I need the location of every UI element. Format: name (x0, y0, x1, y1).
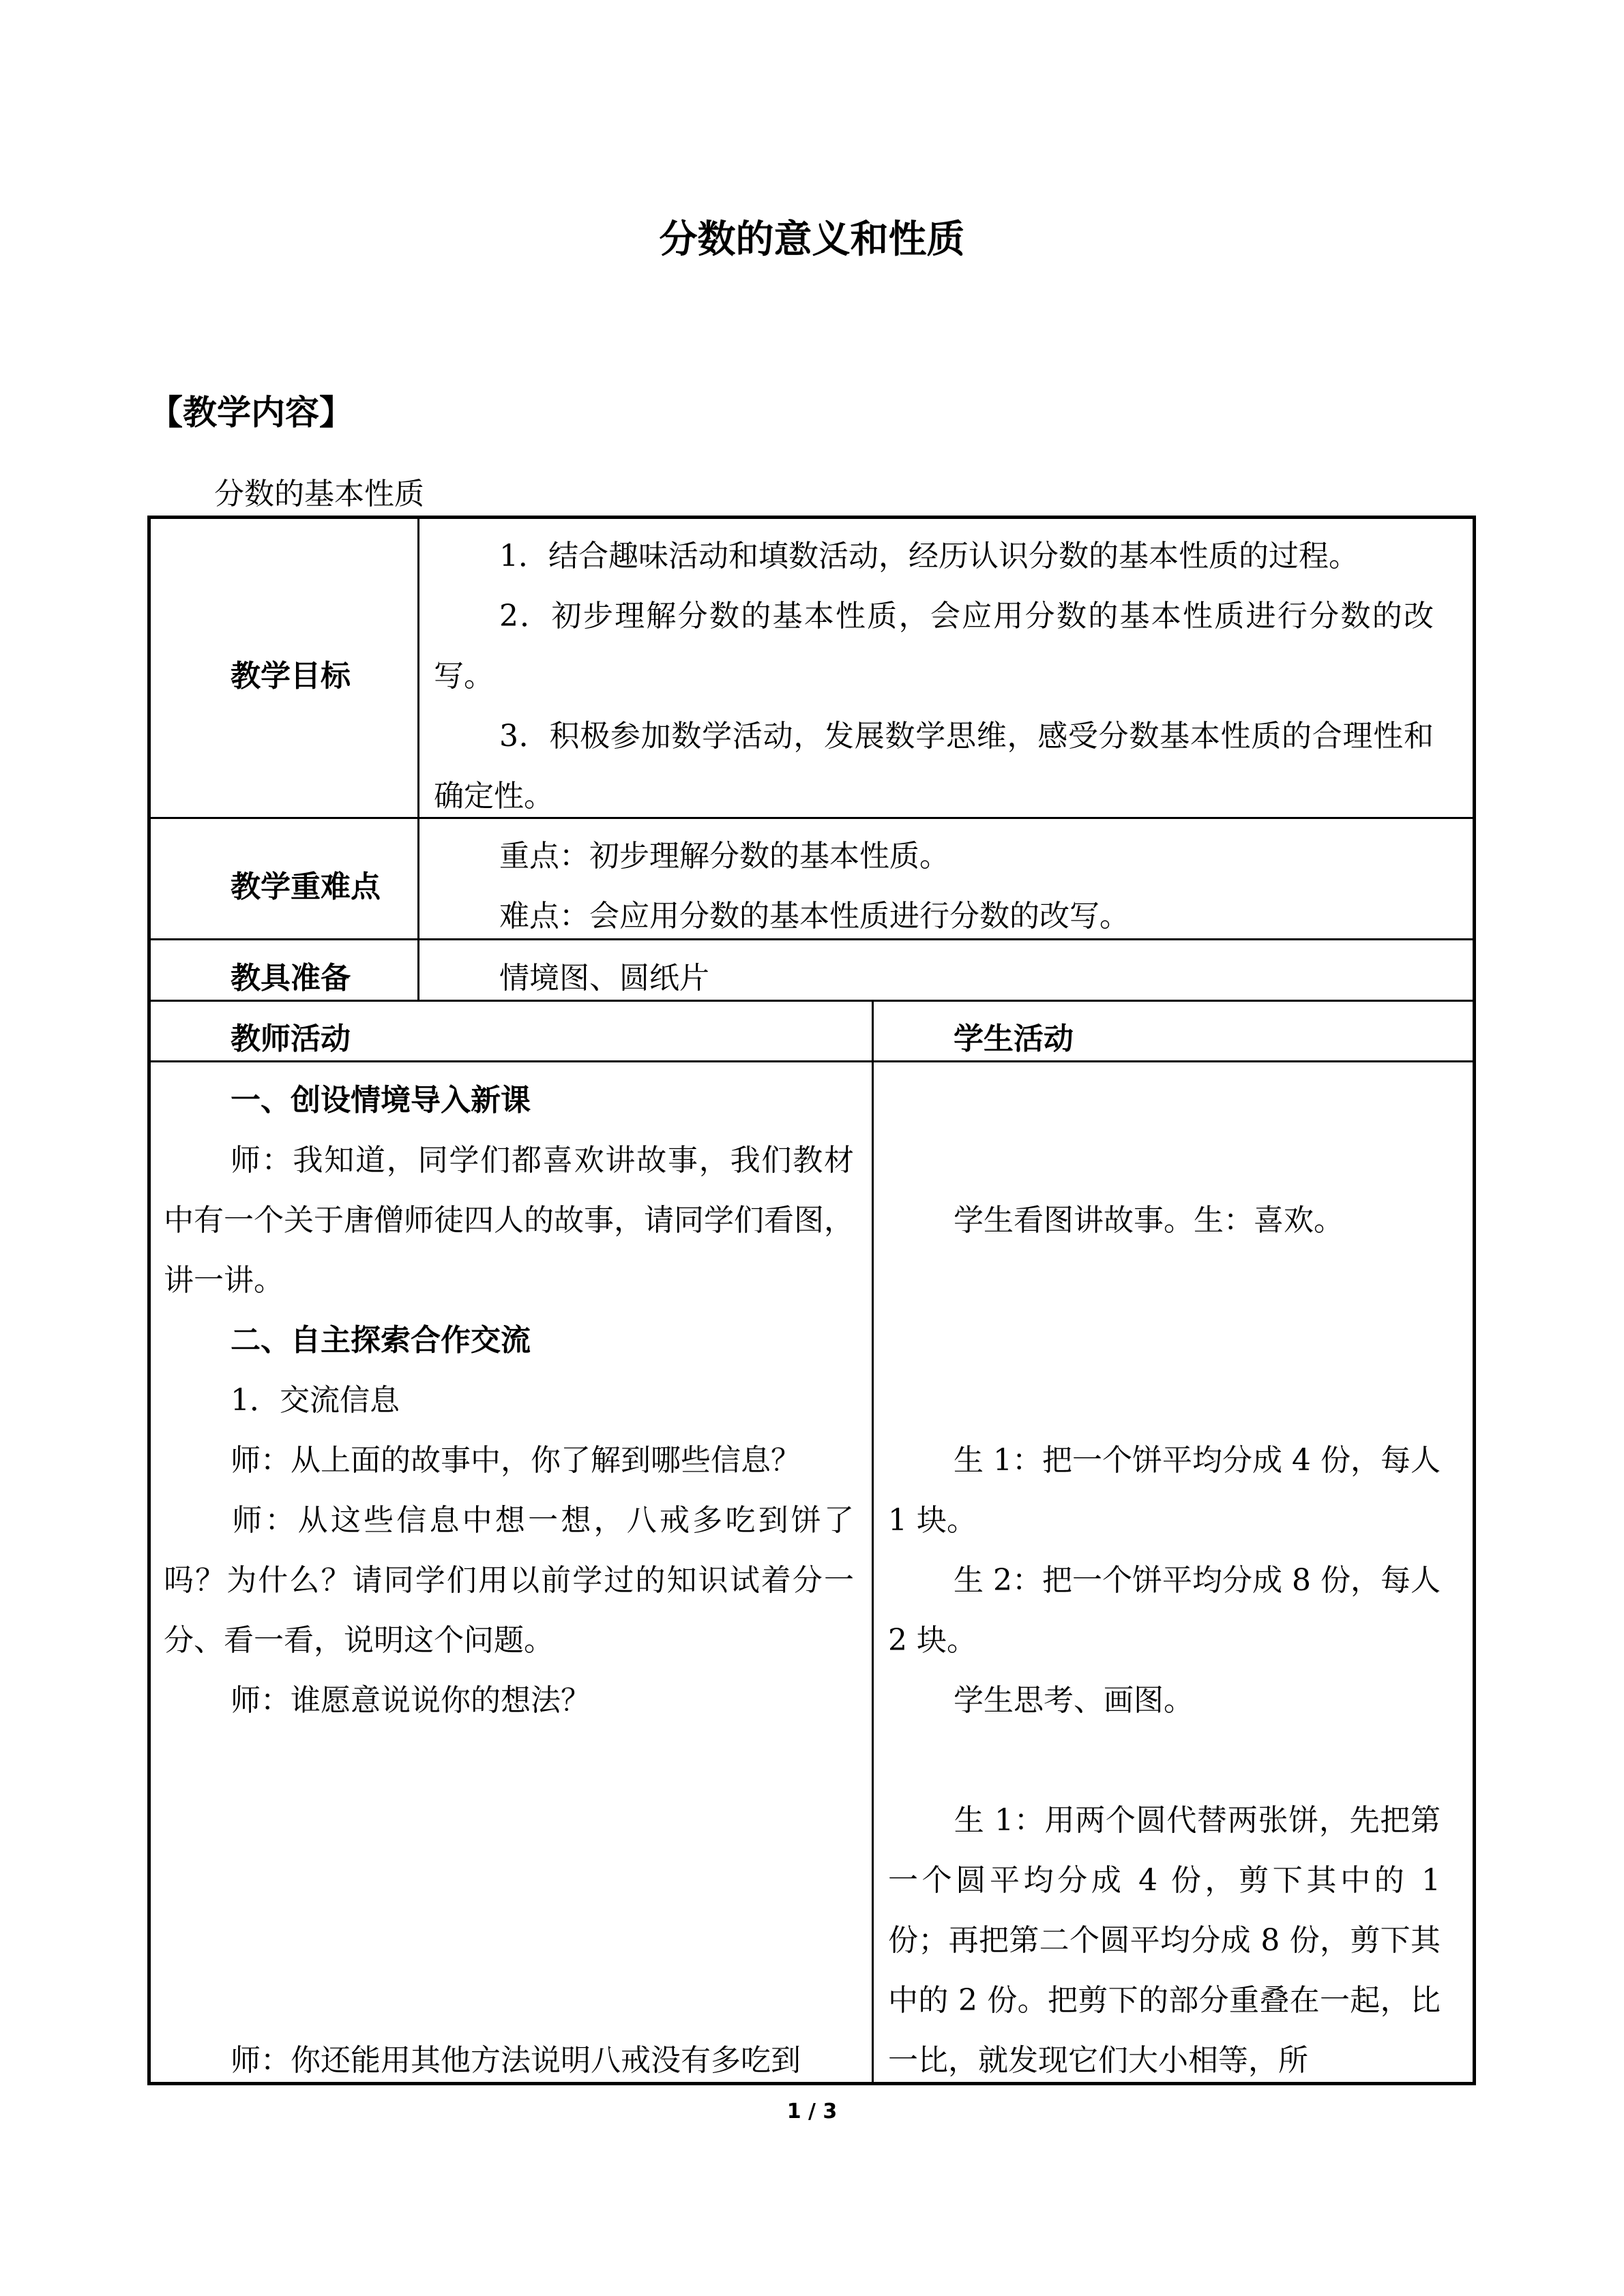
goal-item-1: 1．结合趣味活动和填数活动，经历认识分数的基本性质的过程。 (499, 539, 1359, 573)
goal-item-3: 3．积极参加数学活动，发展数学思维，感受分数基本性质的合理性和确定性。 (434, 719, 1434, 814)
section-heading: 【教学内容】 (149, 393, 353, 432)
teacher-question-2: 师：从这些信息中想一想，八戒多吃到饼了吗？为什么？请同学们用以前学过的知识试着分一分、看一看，说明这个问题。 (164, 1503, 854, 1658)
teacher-section-1-title: 一、创设情境导入新课 (231, 1083, 531, 1118)
teacher-question-4: 师：你还能用其他方法说明八戒没有多吃到 (231, 2043, 801, 2078)
key-point-focus: 重点：初步理解分数的基本性质。 (499, 839, 949, 874)
teacher-subsection-1: 1．交流信息 (231, 1383, 400, 1418)
teacher-question-3: 师：谁愿意说说你的想法？ (231, 1683, 591, 1718)
student-activity-header: 学生活动 (954, 1022, 1074, 1056)
student-response-4: 学生思考、画图。 (954, 1683, 1194, 1718)
teacher-section-2-title: 二、自主探索合作交流 (231, 1323, 531, 1358)
teaching-content: 分数的基本性质 (214, 477, 424, 511)
teacher-activity-header: 教师活动 (231, 1022, 351, 1056)
materials-value: 情境图、圆纸片 (499, 961, 709, 996)
document-title: 分数的意义和性质 (659, 218, 965, 262)
student-response-3: 生 2：把一个饼平均分成 8 份，每人 2 块。 (888, 1563, 1441, 1658)
page-number: 1 / 3 (786, 2100, 838, 2123)
student-response-5: 生 1：用两个圆代替两张饼，先把第一个圆平均分成 4 份，剪下其中的 1 份；再把第二个圆平均分成 8 份，剪下其中的 2 份。把剪下的部分重叠在一起，比一比，就发现它们大小相等，所 (888, 1803, 1441, 2078)
materials-label: 教具准备 (231, 961, 351, 996)
teacher-question-1: 师：从上面的故事中，你了解到哪些信息？ (231, 1443, 801, 1478)
student-response-2: 生 1：把一个饼平均分成 4 份，每人 1 块。 (888, 1443, 1441, 1538)
student-response-1: 学生看图讲故事。生：喜欢。 (954, 1203, 1344, 1238)
key-points-label: 教学重难点 (231, 869, 381, 904)
goal-item-2: 2．初步理解分数的基本性质，会应用分数的基本性质进行分数的改写。 (434, 599, 1434, 694)
goals-label: 教学目标 (231, 659, 351, 694)
key-point-difficulty: 难点：会应用分数的基本性质进行分数的改写。 (499, 899, 1130, 934)
teacher-intro-paragraph: 师：我知道，同学们都喜欢讲故事，我们教材中有一个关于唐僧师徒四人的故事，请同学们看图，讲一讲。 (164, 1143, 854, 1298)
